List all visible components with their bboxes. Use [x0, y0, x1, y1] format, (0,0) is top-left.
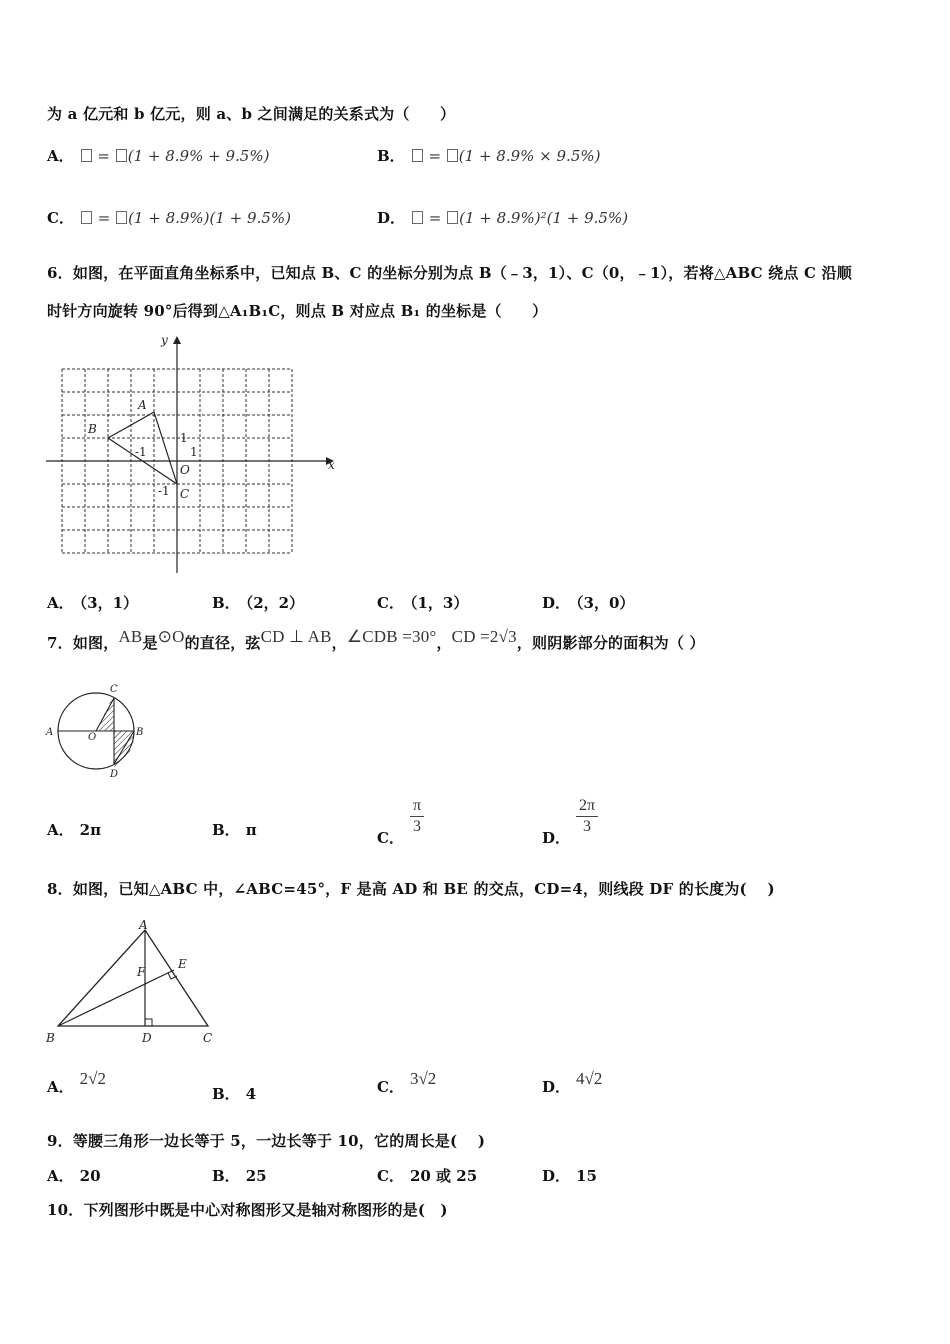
label-d: D — [142, 1031, 152, 1045]
q7-text-1: 7．如图， — [47, 634, 119, 652]
label-c: C — [203, 1031, 213, 1045]
label-b: B — [46, 1031, 55, 1045]
q7-math-ab: AB — [118, 627, 143, 646]
q6-stem-line1: 6．如图，在平面直角坐标系中，已知点 B、C 的坐标分别为点 B（﹣3，1）、C（0，﹣1），若将△ABC 绕点 C 沿顺 — [47, 264, 852, 282]
q7-math-angle: ∠CDB =30° — [346, 627, 437, 646]
tick-y-1: 1 — [180, 431, 188, 445]
q5-option-c-expr: (1 + 8.9%)(1 + 9.5%) — [128, 209, 291, 227]
label-d: D — [110, 769, 119, 780]
q8-option-d — [542, 1069, 603, 1097]
option-text: （1，3） — [409, 594, 469, 612]
option-label: A． — [47, 1167, 74, 1185]
tick-x-1: 1 — [190, 445, 198, 459]
q9-option-b — [212, 1165, 267, 1186]
q7-option-c — [377, 797, 424, 847]
y-axis-arrow-icon — [173, 336, 181, 344]
q8-option-b — [212, 1083, 256, 1104]
label-o: O — [88, 732, 97, 743]
q7-option-a — [47, 819, 101, 840]
label-y: y — [161, 333, 168, 347]
option-label: B． — [212, 821, 240, 839]
altitude-be — [58, 970, 174, 1026]
q9-stem: 9．等腰三角形一边长等于 5，一边长等于 10，它的周长是( ) — [47, 1132, 486, 1150]
q10-stem: 10．下列图形中既是中心对称图形又是轴对称图形的是( ) — [47, 1201, 448, 1219]
option-label: D． — [542, 829, 571, 847]
q6-option-c — [377, 592, 468, 613]
option-text: 15 — [576, 1167, 597, 1185]
q5-option-b: B． = (1 + 8.9% × 9.5%) — [377, 147, 601, 165]
q7-math-perp: CD ⊥ AB — [260, 627, 332, 646]
q5-option-d: D． = (1 + 8.9%)²(1 + 9.5%) — [377, 209, 629, 227]
option-label: C． — [377, 594, 404, 612]
q7-circle-figure — [42, 680, 152, 780]
q5-option-b-expr: (1 + 8.9% × 9.5%) — [458, 147, 601, 165]
label-a: A — [139, 918, 148, 932]
label-e: E — [178, 957, 187, 971]
q6-option-b — [212, 592, 304, 613]
q5-option-a-expr: (1 + 8.9% + 9.5%) — [127, 147, 270, 165]
q8-triangle-figure — [42, 918, 222, 1050]
q8-option-c — [377, 1069, 437, 1097]
fraction-numerator: π — [410, 797, 424, 817]
option-text: 20 — [79, 1167, 101, 1185]
label-b: B — [136, 727, 144, 738]
q7-option-d — [542, 797, 598, 847]
option-label: A． — [47, 594, 74, 612]
option-label: C． — [377, 1078, 404, 1096]
q8-option-a — [47, 1069, 106, 1097]
label-a: A — [138, 398, 147, 412]
option-text: （2，2） — [245, 594, 305, 612]
option-label: A． — [47, 1078, 74, 1096]
q7-text-3: 的直径，弦 — [184, 634, 261, 652]
tick-x-neg1: -1 — [135, 445, 147, 459]
q7-text-2: 是 — [142, 634, 158, 652]
q5-option-c: C． = (1 + 8.9%)(1 + 9.5%) — [47, 209, 291, 227]
option-label: D． — [542, 1078, 571, 1096]
option-label: A． — [47, 821, 74, 839]
q9-option-c — [377, 1165, 477, 1186]
option-text: 2√2 — [79, 1069, 106, 1088]
fraction-numerator: 2π — [576, 797, 598, 817]
q9-option-d — [542, 1165, 597, 1186]
option-label: B． — [212, 1085, 240, 1103]
q7-text-5: ， — [436, 634, 452, 652]
q6-option-d — [542, 592, 634, 613]
q6-option-a — [47, 592, 138, 613]
fraction-denominator: 3 — [583, 818, 592, 835]
q5-stem: 为 a 亿元和 b 亿元，则 a、b 之间满足的关系式为（ ） — [47, 105, 456, 123]
option-label: A． — [47, 147, 74, 165]
option-label: B． — [212, 1167, 240, 1185]
q7-math-cd: CD =2√3 — [451, 627, 517, 646]
option-text: 25 — [245, 1167, 267, 1185]
option-label: B． — [377, 147, 405, 165]
label-a: A — [46, 727, 54, 738]
triangle-abc — [58, 930, 208, 1026]
option-text: 4√2 — [576, 1069, 603, 1088]
q7-option-b — [212, 819, 257, 840]
label-x: x — [328, 458, 335, 472]
q7-stem — [47, 627, 705, 653]
option-label: D． — [542, 594, 571, 612]
option-text: （3，1） — [79, 594, 139, 612]
option-text: 20 或 25 — [409, 1167, 478, 1185]
label-c: C — [180, 487, 190, 501]
q7-math-circle-o: ⊙O — [157, 627, 185, 646]
option-label: C． — [377, 829, 404, 847]
option-label: D． — [377, 209, 406, 227]
q7-text-6: ，则阴影部分的面积为（ ） — [516, 634, 705, 652]
q8-stem: 8．如图，已知△ABC 中，∠ABC=45°，F 是高 AD 和 BE 的交点，CD=4，则线段 DF 的长度为( ) — [47, 880, 775, 898]
q6-coordinate-figure — [44, 332, 340, 576]
label-b: B — [88, 422, 97, 436]
label-c: C — [110, 684, 118, 695]
option-text: 2π — [79, 821, 102, 839]
label-o: O — [180, 463, 190, 477]
q7-text-4: ， — [331, 634, 347, 652]
fraction-denominator: 3 — [412, 818, 421, 835]
option-text: （3，0） — [576, 594, 635, 612]
right-angle-mark-d — [145, 1019, 152, 1026]
option-text: 4 — [245, 1085, 257, 1103]
option-label: D． — [542, 1167, 571, 1185]
q9-option-a — [47, 1165, 101, 1186]
q6-stem-line2: 时针方向旋转 90°后得到△A₁B₁C，则点 B 对应点 B₁ 的坐标是（ ） — [47, 302, 548, 320]
option-label: B． — [212, 594, 240, 612]
label-f: F — [137, 965, 146, 979]
option-label: C． — [47, 209, 74, 227]
option-text: π — [245, 821, 257, 839]
fraction — [410, 797, 424, 837]
q5-option-a: A． = (1 + 8.9% + 9.5%) — [47, 147, 270, 165]
tick-y-neg1: -1 — [158, 484, 170, 498]
q5-option-d-expr: (1 + 8.9%)²(1 + 9.5%) — [459, 209, 629, 227]
option-text: 3√2 — [409, 1069, 437, 1088]
option-label: C． — [377, 1167, 404, 1185]
fraction — [576, 797, 598, 837]
